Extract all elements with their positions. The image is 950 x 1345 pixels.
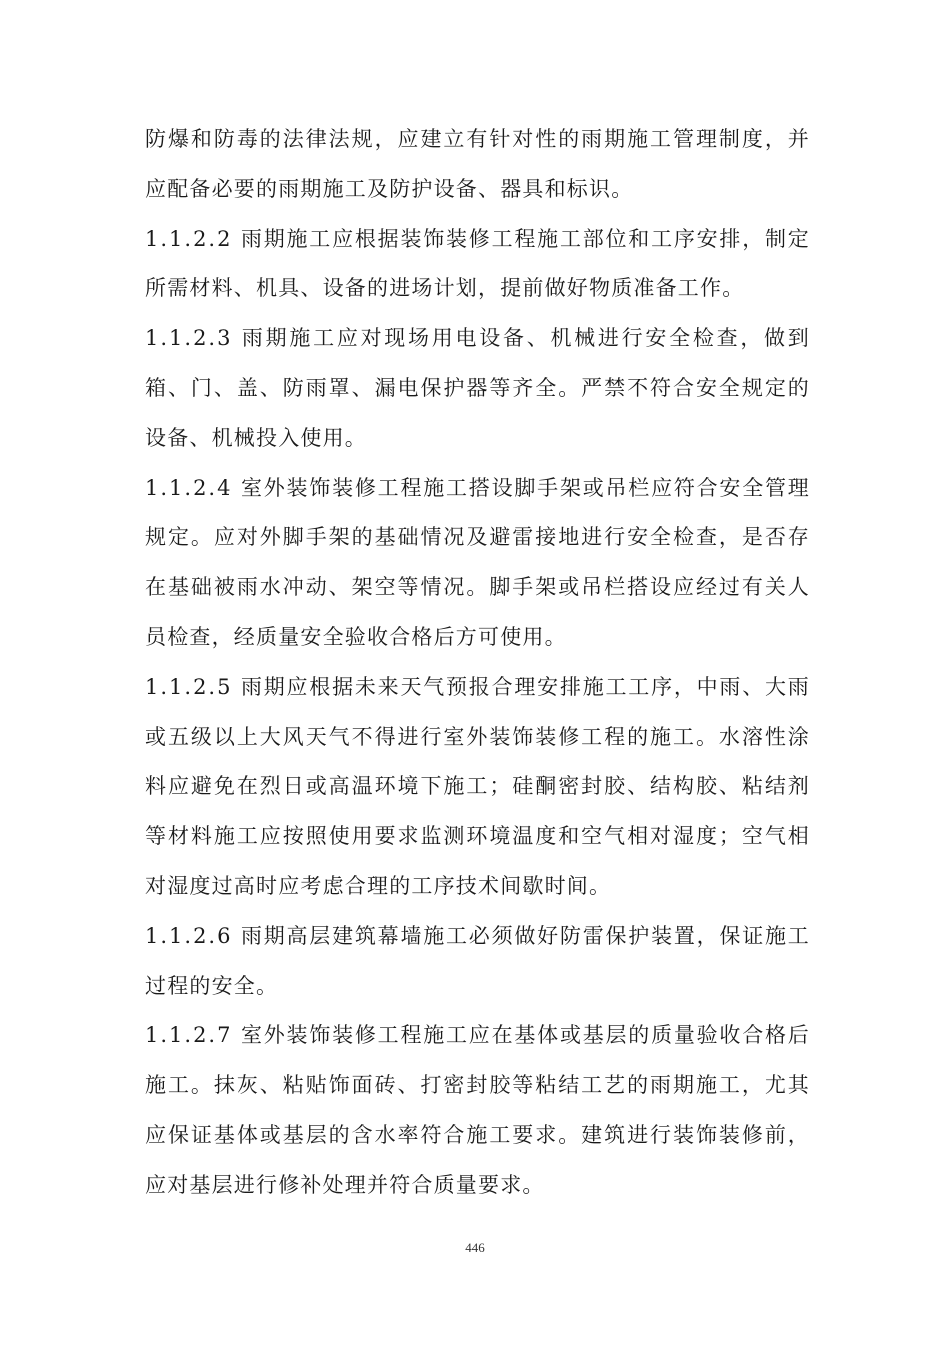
clause-number: 1.1.2.5 — [145, 674, 233, 699]
clause-number: 1.1.2.2 — [145, 226, 233, 251]
clause-number: 1.1.2.7 — [145, 1023, 233, 1048]
clause-1-1-2-5 — [145, 663, 810, 912]
paragraph-text: 雨期应根据未来天气预报合理安排施工工序，中雨、大雨或五级以上大风天气不得进行室外装饰装修工程的施工。水溶性涂料应避免在烈日或高温环境下施工；硅酮密封胶、结构胶、粘结剂等材料施工应按照使用要求监测环境温度和空气相对湿度；空气相对湿度过高时应考虑合理的工序技术间歇时间。 — [145, 674, 810, 898]
paragraph-text: 雨期高层建筑幕墙施工必须做好防雷保护装置，保证施工过程的安全。 — [145, 923, 810, 998]
page-number: 446 — [465, 1240, 485, 1255]
clause-1-1-2-7 — [145, 1011, 810, 1210]
paragraph-text: 室外装饰装修工程施工搭设脚手架或吊栏应符合安全管理规定。应对外脚手架的基础情况及避雷接地进行安全检查，是否存在基础被雨水冲动、架空等情况。脚手架或吊栏搭设应经过有关人员检查，经质量安全验收合格后方可使用。 — [145, 475, 810, 649]
paragraph-text: 雨期施工应对现场用电设备、机械进行安全检查，做到箱、门、盖、防雨罩、漏电保护器等齐全。严禁不符合安全规定的设备、机械投入使用。 — [145, 326, 810, 450]
clause-number: 1.1.2.3 — [145, 326, 233, 351]
paragraph-continuation — [145, 115, 810, 215]
clause-1-1-2-2 — [145, 215, 810, 315]
clause-1-1-2-3 — [145, 314, 810, 463]
clause-number: 1.1.2.4 — [145, 475, 233, 500]
paragraph-text: 雨期施工应根据装饰装修工程施工部位和工序安排，制定所需材料、机具、设备的进场计划，提前做好物质准备工作。 — [145, 226, 810, 301]
paragraph-text: 防爆和防毒的法律法规，应建立有针对性的雨期施工管理制度，并应配备必要的雨期施工及防护设备、器具和标识。 — [145, 127, 810, 201]
clause-1-1-2-6 — [145, 912, 810, 1012]
clause-1-1-2-4 — [145, 464, 810, 663]
document-body — [145, 115, 810, 1211]
paragraph-text: 室外装饰装修工程施工应在基体或基层的质量验收合格后施工。抹灰、粘贴饰面砖、打密封胶等粘结工艺的雨期施工，尤其应保证基体或基层的含水率符合施工要求。建筑进行装饰装修前，应对基层进行修补处理并符合质量要求。 — [145, 1023, 810, 1197]
clause-number: 1.1.2.6 — [145, 923, 233, 948]
